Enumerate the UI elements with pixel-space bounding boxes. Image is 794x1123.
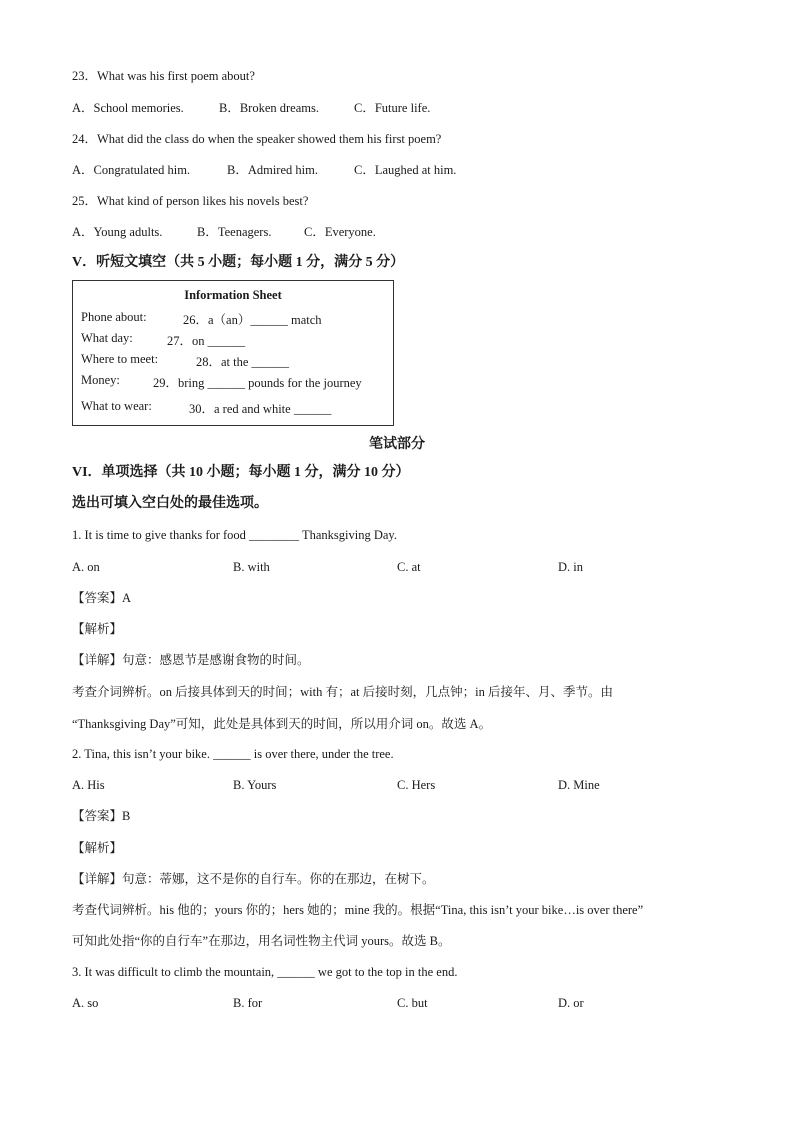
sheet-row-item: 28．at the ______: [196, 355, 290, 369]
q24-stem: 24．What did the class do when the speaker showed them his first poem?: [72, 132, 442, 146]
sheet-row: [81, 373, 362, 390]
q3-stem: 3. It was difficult to climb the mountain, ______ we got to the top in the end.: [72, 965, 458, 979]
q25-option-b: B．Teenagers.: [197, 225, 272, 239]
q1-stem: 1. It is time to give thanks for food ________ Thanksgiving Day.: [72, 528, 397, 542]
q2-analysis-label: 【解析】: [72, 841, 123, 855]
q23-option-b: B．Broken dreams.: [219, 101, 319, 115]
sheet-row: [81, 310, 322, 327]
q24-option-a: A．Congratulated him.: [72, 163, 191, 177]
q1-analysis-label: 【解析】: [72, 622, 123, 636]
sheet-row-item: 30．a red and white ______: [189, 402, 332, 416]
sheet-row-item: 29．bring ______ pounds for the journey: [153, 376, 362, 390]
sheet-row-label: Money:: [81, 373, 120, 387]
q25-stem: 25．What kind of person likes his novels best?: [72, 194, 309, 208]
q25-option-c: C．Everyone.: [304, 225, 376, 239]
information-sheet: [72, 280, 394, 426]
q2-option-c: C. Hers: [397, 778, 436, 792]
q2-option-d: D. Mine: [558, 778, 600, 792]
q2-detail: 【详解】句意：蒂娜，这不是你的自行车。你的在那边，在树下。: [72, 872, 435, 886]
q23-stem: 23．What was his first poem about?: [72, 69, 255, 83]
q1-option-b: B. with: [233, 560, 270, 574]
q2-option-a: A. His: [72, 778, 105, 792]
written-section-title: 笔试部分: [369, 437, 425, 452]
section6-instruction: 选出可填入空白处的最佳选项。: [72, 496, 268, 511]
q1-option-a: A. on: [72, 560, 100, 574]
q24-option-b: B．Admired him.: [227, 163, 318, 177]
answer-label: 【答案】: [72, 809, 123, 823]
sheet-row-label: What to wear:: [81, 399, 152, 413]
answer-value: A: [122, 591, 132, 605]
sheet-row: [81, 352, 290, 369]
q3-option-d: D. or: [558, 996, 584, 1010]
q25-option-a: A．Young adults.: [72, 225, 163, 239]
q1-option-c: C. at: [397, 560, 421, 574]
q1-explanation-line1: 考查介词辨析。on 后接具体到天的时间；with 有；at 后接时刻，几点钟；in 后接年、月、季节。由: [72, 685, 613, 699]
q2-explanation-line1: 考查代词辨析。his 他的；yours 你的；hers 她的；mine 我的。根据“Tina, this isn’t your bike…is over there”: [72, 903, 644, 917]
q2-answer: [72, 808, 130, 824]
q2-explanation-line2: 可知此处指“你的自行车”在那边，用名词性物主代词 yours。故选 B。: [72, 934, 451, 948]
sheet-row: [81, 399, 332, 416]
sheet-row-item: 27．on ______: [167, 334, 246, 348]
q23-option-c: C．Future life.: [354, 101, 431, 115]
q3-option-c: C. but: [397, 996, 428, 1010]
q2-stem: 2. Tina, this isn’t your bike. ______ is over there, under the tree.: [72, 747, 394, 761]
q1-option-d: D. in: [558, 560, 583, 574]
q2-option-b: B. Yours: [233, 778, 277, 792]
q1-explanation-line2: “Thanksgiving Day”可知，此处是具体到天的时间，所以用介词 on。故选 A。: [72, 717, 492, 731]
answer-value: B: [122, 809, 131, 823]
section5-heading: V．听短文填空（共 5 小题；每小题 1 分，满分 5 分）: [72, 255, 405, 270]
q1-answer: [72, 590, 131, 606]
q24-option-c: C．Laughed at him.: [354, 163, 457, 177]
sheet-row-label: Phone about:: [81, 310, 147, 324]
q3-option-a: A. so: [72, 996, 99, 1010]
section6-heading: VI．单项选择（共 10 小题；每小题 1 分，满分 10 分）: [72, 465, 410, 480]
sheet-row-label: Where to meet:: [81, 352, 159, 366]
q3-option-b: B. for: [233, 996, 263, 1010]
answer-label: 【答案】: [72, 591, 123, 605]
sheet-row-item: 26．a（an）______ match: [183, 313, 322, 327]
q1-detail: 【详解】句意：感恩节是感谢食物的时间。: [72, 653, 310, 667]
sheet-row: [81, 331, 246, 348]
sheet-row-label: What day:: [81, 331, 133, 345]
q23-option-a: A．School memories.: [72, 101, 184, 115]
information-sheet-title: Information Sheet: [184, 288, 282, 302]
